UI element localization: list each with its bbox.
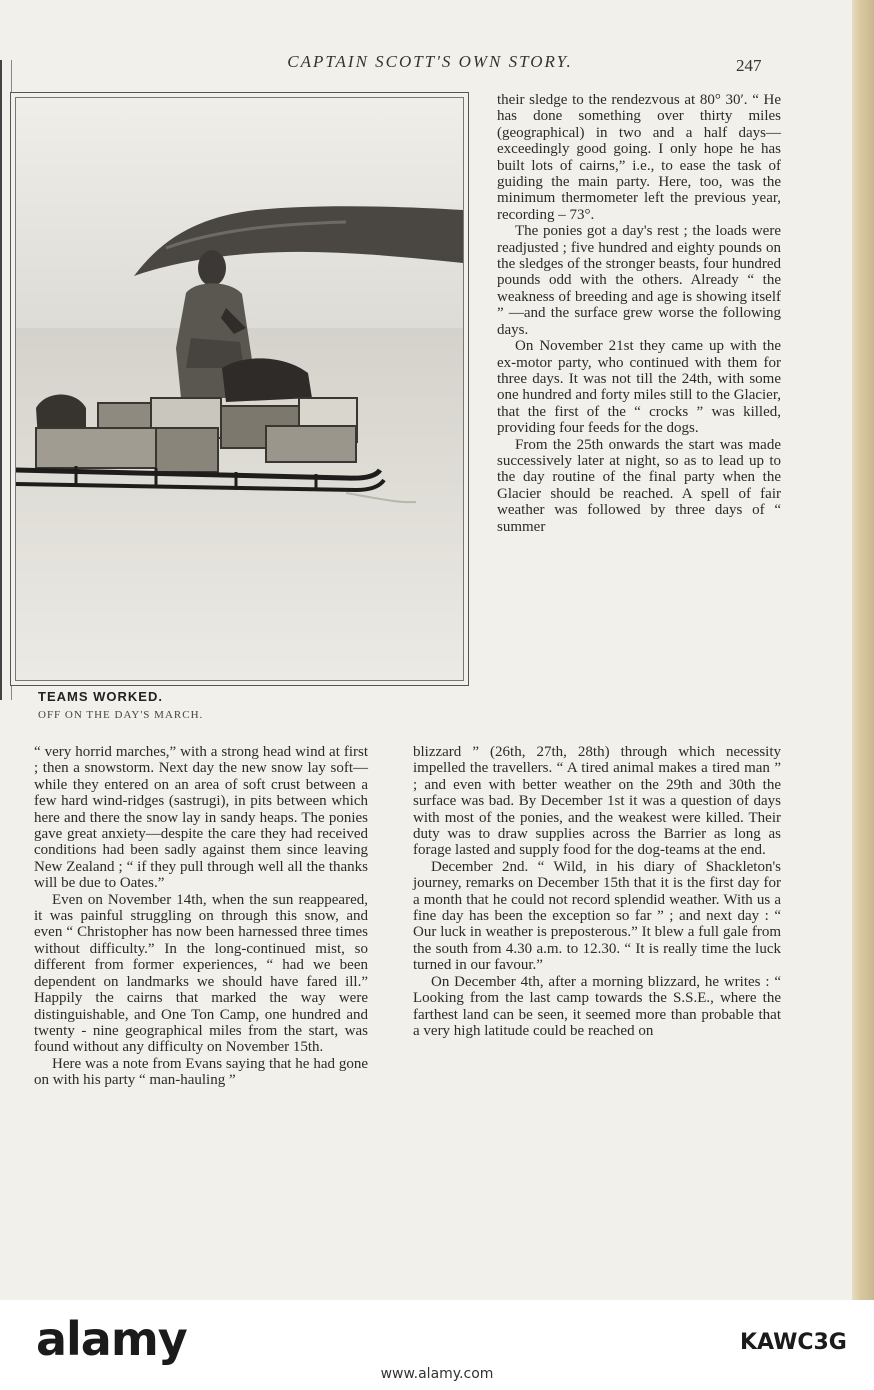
page-edge (852, 0, 874, 1300)
page-number: 247 (736, 56, 762, 75)
paragraph: The ponies got a day's rest ; the loads were readjusted ; five hundred and eighty pounds on the sledges of the stronger beasts, four hundred pounds odd with the others. Already “ the weakness of breeding and age is showing itself ” —and the surface grew worse the following days. (497, 223, 781, 338)
right-column-bottom (413, 744, 781, 1039)
paragraph: On December 4th, after a morning blizzard, he writes : “ Looking from the last camp towards the S.S.E., where the farthest land can be seen, it seemed more than probable that a very high latitude could be reached on (413, 973, 781, 1039)
photo-frame (10, 92, 469, 686)
paragraph: Here was a note from Evans saying that he had gone on with his party “ man-hauling ” (34, 1055, 368, 1089)
paragraph: December 2nd. “ Wild, in his diary of Shackleton's journey, remarks on December 15th that it is the first day for a month that he could not record splendid weather. With us a fine day has been the exception so far ” ; and next day : “ Our luck in weather is preposterous.” It blew a full gale from the south from 4.30 a.m. to 12.30. “ It is really time the luck turned in our favour.” (413, 858, 781, 974)
caption-subtitle: OFF ON THE DAY'S MARCH. (38, 709, 204, 721)
stock-id: KAWC3G (740, 1330, 847, 1355)
person-head (198, 250, 226, 286)
paragraph: From the 25th onwards the start was made successively later at night, so as to lead up to the day routine of the final party when the Glacier should be reached. A spell of fair weather was followed by three days of “ summer (497, 436, 781, 535)
running-title: CAPTAIN SCOTT'S OWN STORY. (287, 52, 573, 71)
watermark-url: www.alamy.com (380, 1366, 494, 1382)
paragraph: Even on November 14th, when the sun reappeared, it was painful struggling on through this snow, and even “ Christopher has now been harnessed three times without difficulty.” In the long-continued mist, so different from former experiences, “ had we been dependent on landmarks we should have fared ill.” Happily the cairns that marked the way were distinguishable, and One Ton Camp, one hundred and twenty - nine geographical miles from the start, was found without any difficulty on November 15th. (34, 891, 368, 1056)
paragraph: “ very horrid marches,” with a strong head wind at first ; then a snowstorm. Next day the new snow lay soft—while they entered on an area of soft crust between a few hard wind-ridges (sastrugi), in pits between which here and there the snow lay in sandy heaps. The ponies gave great anxiety—despite the care they had received conditions had been sadly against them since leaving New Zealand ; “ if they pull through well all the thanks will be due to Oates.” (34, 744, 368, 892)
paragraph: their sledge to the rendezvous at 80° 30′. “ He has done something over thirty miles (geographical) in two and a half days—exceedingly good going. I only hope he has built lots of cairns,” i.e., to ease the task of guiding the main party. Here, too, was the minimum thermometer left the previous year, recording – 73°. (497, 92, 781, 223)
paragraph: On November 21st they came up with the ex-motor party, who continued with them for three days. It was not till the 24th, with some one hundred and forty miles still to the Glacier, that the first of the “ crocks ” was killed, providing four feeds for the dogs. (497, 338, 781, 437)
paragraph: blizzard ” (26th, 27th, 28th) through which necessity impelled the travellers. “ A tired animal makes a tired man ” ; and even with better weather on the 29th and 30th the surface was bad. By December 1st it was a question of days with most of the ponies, and the weakest were killed. Their duty was to draw supplies across the Barrier as long as forage lasted and supply food for the dog-teams at the end. (413, 744, 781, 859)
right-column-top (497, 92, 781, 535)
caption-title: TEAMS WORKED. (38, 689, 163, 704)
left-column-bottom (34, 744, 368, 1089)
alamy-logo: alamy (36, 1312, 187, 1366)
sledge-photograph (15, 97, 464, 681)
